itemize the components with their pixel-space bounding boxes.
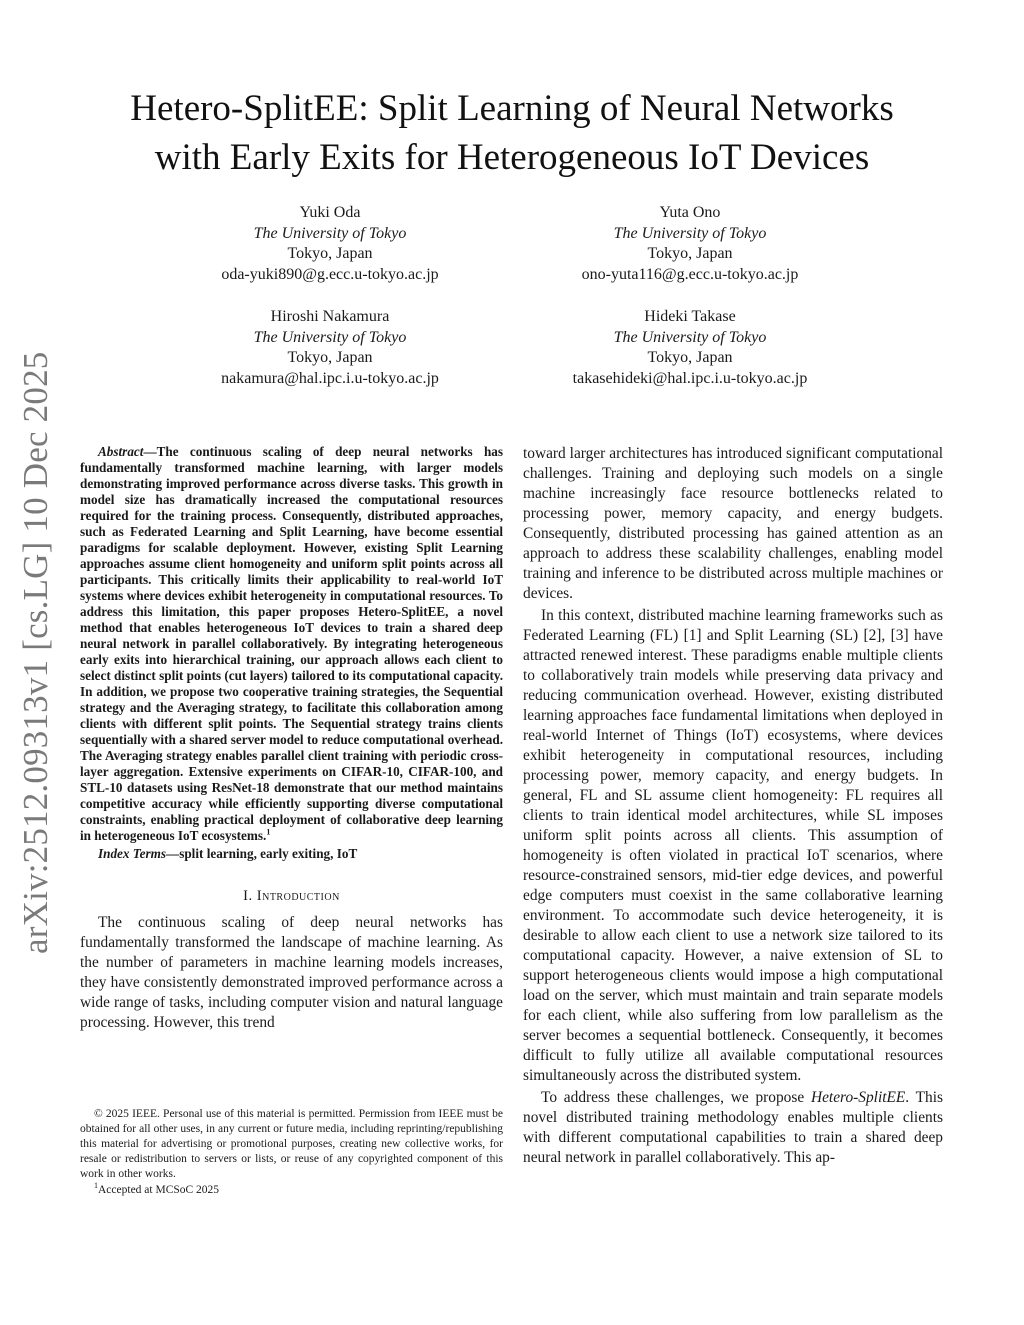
abstract-text: —The continuous scaling of deep neural networks has fundamentally transformed machine learning, with larger models demonstrating improved performance across diverse tasks. This growth in model size has dramatically increased the computational resources required for the training process. Consequently, distributed approaches, such as Federated Learning and Split Learning, have become essential paradigms for scalable deployment. However, existing Split Learning approaches assume client homogeneity and uniform split points across all participants. This critically limits their applicability to real-world IoT systems where devices exhibit heterogeneity in computational resources. To address this limitation, this paper proposes Hetero-SplitEE, a novel method that enables heterogeneous IoT devices to train a shared deep neural network in parallel collaboratively. By integrating heterogeneous early exits into hierarchical training, our approach allows each client to select distinct split points (cut layers) tailored to its computational capacity. In addition, we propose two cooperative training strategies, the Sequential strategy and the Averaging strategy, to facilitate this collaboration among clients with different split points. The Sequential strategy trains clients sequentially with a shared server model to reduce computational overhead. The Averaging strategy enables parallel client training with periodic cross-layer aggregation. Extensive experiments on CIFAR-10, CIFAR-100, and STL-10 datasets using ResNet-18 demonstrate that our method maintains competitive accuracy while efficiently supporting diverse computational constraints, enabling practical deployment of collaborative deep learning in heterogeneous IoT ecosystems. xyxy=(80,444,503,843)
abstract xyxy=(80,444,503,844)
author-email: ono-yuta116@g.ecc.u-tokyo.ac.jp xyxy=(581,265,799,283)
author-block-1 xyxy=(150,203,510,285)
author-block-2 xyxy=(510,203,870,285)
intro-paragraph-3 xyxy=(523,1088,943,1168)
author-location: Tokyo, Japan xyxy=(647,349,733,366)
abstract-lead: Abstract xyxy=(98,444,144,459)
author-block-4 xyxy=(510,307,870,389)
index-terms xyxy=(80,846,503,862)
author-email: oda-yuki890@g.ecc.u-tokyo.ac.jp xyxy=(221,265,439,283)
author-affiliation: The University of Tokyo xyxy=(253,224,407,242)
abstract-footnote-mark: 1 xyxy=(266,827,271,837)
index-terms-text: —split learning, early exiting, IoT xyxy=(166,846,358,861)
author-name: Hiroshi Nakamura xyxy=(270,308,390,325)
intro-p3-before: To address these challenges, we propose xyxy=(541,1089,811,1106)
footnotes xyxy=(80,1107,503,1198)
intro-p3-after: . This novel distributed training methodology enables multiple clients with different computational capabilities to train a shared deep neural network in parallel collaboratively. This ap- xyxy=(523,1089,944,1166)
author-email: nakamura@hal.ipc.i.u-tokyo.ac.jp xyxy=(221,369,439,387)
author-location: Tokyo, Japan xyxy=(287,349,373,366)
section-title: Introduction xyxy=(256,888,340,904)
copyright-notice: © 2025 IEEE. Personal use of this material is permitted. Permission from IEEE must be obtained for all other uses, in any current or future media, including reprinting/republishing this material for advertising or promotional purposes, creating new collective works, for resale or redistribution to servers or lists, or reuse of any copyrighted component of this work in other works. xyxy=(80,1108,503,1180)
method-name: Hetero-SplitEE xyxy=(810,1089,906,1106)
author-block-3 xyxy=(150,307,510,389)
paper-title xyxy=(60,84,964,182)
author-affiliation: The University of Tokyo xyxy=(253,328,407,346)
arxiv-identifier-stamp: arXiv:2512.09313v1 [cs.LG] 10 Dec 2025 xyxy=(16,351,55,954)
footnote-mark: 1 xyxy=(94,1181,98,1191)
author-affiliation: The University of Tokyo xyxy=(613,224,767,242)
paper-title-line-1: Hetero-SplitEE: Split Learning of Neural Networks xyxy=(130,88,894,129)
acceptance-footnote xyxy=(80,1183,503,1198)
intro-paragraph-continued: toward larger architectures has introduced significant computational challenges. Training and deploying such models on a single machine increasingly face resource bottlenecks related to processing power, memory capacity, and energy budgets. Consequently, distributed processing has gained attention as an approach to address these scalability challenges, enabling model training and inference to be distributed across multiple machines or devices. xyxy=(523,445,943,602)
intro-paragraph-1: The continuous scaling of deep neural networks has fundamentally transformed the landscape of machine learning. As the number of parameters in machine learning models increases, they have consistently demonstrated improved performance across a wide range of tasks, including computer vision and natural language processing. However, this trend xyxy=(80,914,503,1031)
author-email: takasehideki@hal.ipc.i.u-tokyo.ac.jp xyxy=(572,369,808,387)
paper-title-line-2: with Early Exits for Heterogeneous IoT Devices xyxy=(154,137,870,178)
section-heading-introduction xyxy=(80,887,503,905)
author-name: Hideki Takase xyxy=(644,308,736,325)
left-column xyxy=(80,444,503,1033)
author-location: Tokyo, Japan xyxy=(647,245,733,262)
author-name: Yuta Ono xyxy=(659,204,721,221)
section-number: I. xyxy=(243,888,253,904)
author-name: Yuki Oda xyxy=(299,204,361,221)
index-terms-lead: Index Terms xyxy=(98,846,167,861)
right-column xyxy=(523,444,943,1168)
intro-paragraph-2: In this context, distributed machine learning frameworks such as Federated Learning (FL) [1] and Split Learning (SL) [2], [3] have attracted renewed interest. These paradigms enable multiple clients to collaboratively train models while preserving data privacy and reducing communication overhead. However, existing distributed learning approaches face fundamental limitations when deployed in real-world Internet of Things (IoT) ecosystems, where devices exhibit heterogeneity in computational resources, including processing power, memory capacity, and energy budgets. In general, FL and SL assume client homogeneity: FL requires all clients to train identical model architectures, while SL imposes uniform split points across all clients. This assumption of homogeneity is often violated in practical IoT scenarios, where resource-constrained sensors, mid-tier edge devices, and powerful edge computers must coexist in the same collaborative learning environment. To accommodate such device heterogeneity, it is desirable to allow each client to use a network size tailored to its computational capacity. However, a naive extension of SL to support heterogeneous clients would impose a high computational load on the server, which must maintain and train separate models for each client, while also suffering from low parallelism as the server becomes a sequential bottleneck. Consequently, it becomes difficult to fully utilize all available computational resources simultaneously across the distributed system. xyxy=(523,607,943,1084)
author-location: Tokyo, Japan xyxy=(287,245,373,262)
acceptance-text: Accepted at MCSoC 2025 xyxy=(98,1184,220,1196)
author-affiliation: The University of Tokyo xyxy=(613,328,767,346)
